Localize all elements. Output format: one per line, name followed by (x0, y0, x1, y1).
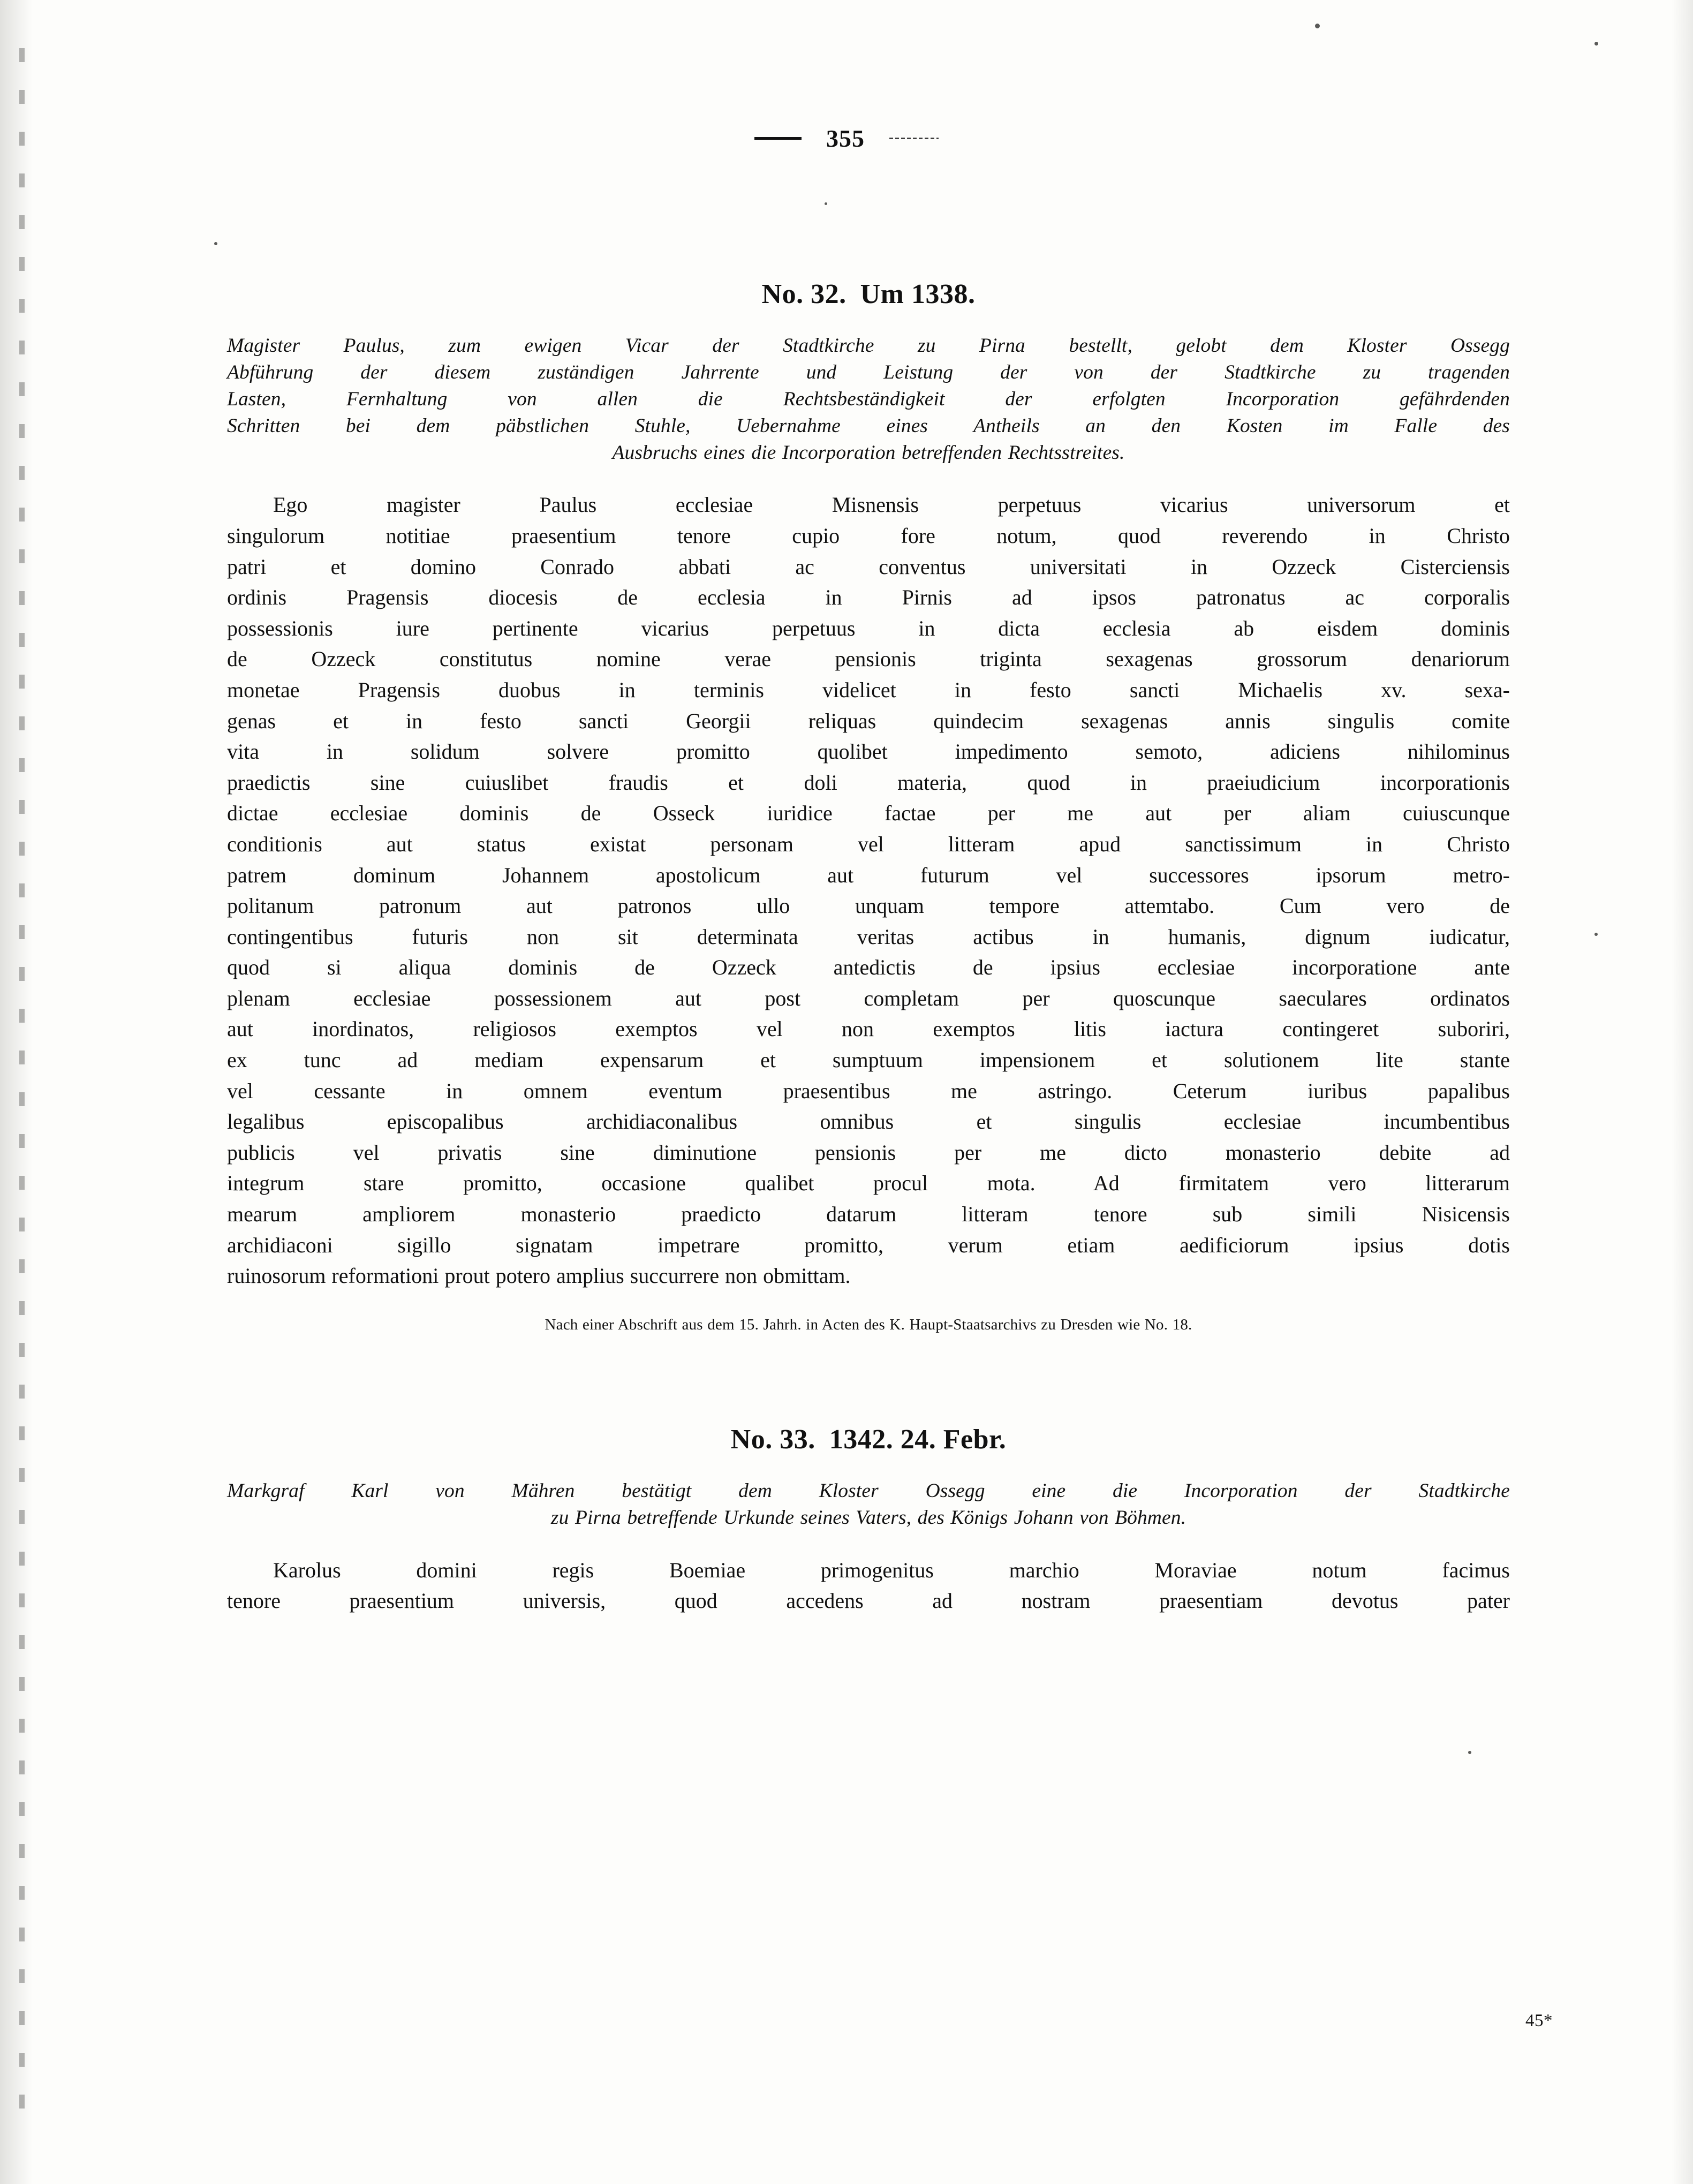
document-number-32: No. 32. (761, 279, 846, 309)
body-line: ex tunc ad mediam expensarum et sumptuum impensionem et solutionem lite stante (227, 1048, 1510, 1072)
head-rule-left (754, 137, 802, 140)
body-line: patri et domino Conrado abbati ac conventus universitati in Ozzeck Cisterciensis (227, 554, 1510, 579)
body-line: plenam ecclesiae possessionem aut post completam per quoscunque saeculares ordinatos (227, 986, 1510, 1010)
regest-line: Lasten, Fernhaltung von allen die Rechtsbeständigkeit der erfolgten Incorporation gefährdenden (227, 388, 1510, 410)
regest-line: Ausbruchs eines die Incorporation betreffenden Rechtsstreites. (612, 441, 1125, 464)
body-line: Ego magister Paulus ecclesiae Misnensis perpetuus vicarius universorum et (273, 493, 1510, 517)
body-line: aut inordinatos, religiosos exemptos vel non exemptos litis iactura contingeret suboriri, (227, 1017, 1510, 1041)
body-line: dictae ecclesiae dominis de Osseck iuridice factae per me aut per aliam cuiuscunque (227, 801, 1510, 826)
body-line: vita in solidum solvere promitto quolibet impedimento semoto, adiciens nihilominus (227, 739, 1510, 764)
regest-line: zu Pirna betreffende Urkunde seines Vaters, des Königs Johann von Böhmen. (550, 1506, 1186, 1529)
body-line: ruinosorum reformationi prout potero amplius succurrere non obmittam. (227, 1264, 851, 1288)
scan-edge-shadow-left (0, 0, 32, 2184)
source-note-32: Nach einer Abschrift aus dem 15. Jahrh. in Acten des K. Haupt-Staatsarchivs zu Dresden wie No. 18. (545, 1316, 1192, 1333)
scan-speck (1315, 24, 1320, 28)
regest-line: Abführung der diesem zuständigen Jahrrente und Leistung der von der Stadtkirche zu tragenden (227, 361, 1510, 383)
body-line: tenore praesentium universis, quod accedens ad nostram praesentiam devotus pater (227, 1589, 1510, 1613)
body-line: politanum patronum aut patronos ullo unquam tempore attemtabo. Cum vero de (227, 894, 1510, 918)
document-entry-33 (227, 1424, 1510, 1616)
document-number-33: No. 33. (730, 1424, 815, 1455)
body-line: legalibus episcopalibus archidiaconalibus omnibus et singulis ecclesiae incumbentibus (227, 1109, 1510, 1134)
body-line: genas et in festo sancti Georgii reliquas quindecim sexagenas annis singulis comite (227, 708, 1510, 733)
scan-speck (1468, 1751, 1471, 1754)
regest-line: Markgraf Karl von Mähren bestätigt dem Kloster Ossegg eine die Incorporation der Stadtkirche (227, 1479, 1510, 1502)
document-entry-32 (227, 278, 1510, 1334)
body-line: conditionis aut status existat personam vel litteram apud sanctissimum in Christo (227, 832, 1510, 856)
body-line: ordinis Pragensis diocesis de ecclesia in Pirnis ad ipsos patronatus ac corporalis (227, 585, 1510, 610)
body-line: archidiaconi sigillo signatam impetrare promitto, verum etiam aedificiorum ipsius dotis (227, 1233, 1510, 1257)
scan-edge-shadow-right (1672, 0, 1693, 2184)
text-column (227, 278, 1510, 1616)
scan-speck (1594, 933, 1598, 936)
page-number: 355 (826, 125, 865, 152)
scan-speck (1594, 42, 1598, 46)
document-date-32: Um 1338. (860, 279, 976, 309)
document-date-33: 1342. 24. Febr. (829, 1424, 1007, 1455)
running-head (0, 124, 1693, 153)
signature-mark: 45* (1525, 2011, 1553, 2030)
body-line: possessionis iure pertinente vicarius perpetuus in dicta ecclesia ab eisdem dominis (227, 616, 1510, 640)
body-line: singulorum notitiae praesentium tenore cupio fore notum, quod reverendo in Christo (227, 523, 1510, 548)
binding-margin-marks (19, 48, 25, 2120)
body-line: patrem dominum Johannem apostolicum aut futurum vel successores ipsorum metro- (227, 863, 1510, 887)
body-line: vel cessante in omnem eventum praesentibus me astringo. Ceterum iuribus papalibus (227, 1078, 1510, 1103)
body-line: quod si aliqua dominis de Ozzeck antedictis de ipsius ecclesiae incorporatione ante (227, 955, 1510, 980)
regest-32 (227, 332, 1510, 466)
regest-line: Magister Paulus, zum ewigen Vicar der Stadtkirche zu Pirna bestellt, gelobt dem Kloster Ossegg (227, 335, 1510, 357)
body-line: praedictis sine cuiuslibet fraudis et doli materia, quod in praeiudicium incorporationis (227, 770, 1510, 795)
document-heading-32 (227, 278, 1510, 310)
body-line: Karolus domini regis Boemiae primogenitus marchio Moraviae notum facimus (273, 1558, 1510, 1582)
scan-speck (825, 202, 827, 205)
charter-body-33 (227, 1555, 1510, 1616)
document-heading-33 (227, 1424, 1510, 1455)
scan-speck (214, 242, 217, 245)
regest-line: Schritten bei dem päbstlichen Stuhle, Uebernahme eines Antheils an den Kosten im Falle des (227, 414, 1510, 437)
body-line: monetae Pragensis duobus in terminis videlicet in festo sancti Michaelis xv. sexa- (227, 677, 1510, 702)
charter-body-32 (227, 489, 1510, 1291)
section-spacer (227, 1334, 1510, 1424)
regest-33 (227, 1478, 1510, 1531)
body-line: contingentibus futuris non sit determinata veritas actibus in humanis, dignum iudicatur, (227, 924, 1510, 949)
body-line: mearum ampliorem monasterio praedicto datarum litteram tenore sub simili Nisicensis (227, 1202, 1510, 1227)
body-line: publicis vel privatis sine diminutione pensionis per me dicto monasterio debite ad (227, 1140, 1510, 1165)
head-rule-right (889, 138, 939, 139)
body-line: de Ozzeck constitutus nomine verae pensionis triginta sexagenas grossorum denariorum (227, 647, 1510, 671)
body-line: integrum stare promitto, occasione qualibet procul mota. Ad firmitatem vero litterarum (227, 1171, 1510, 1196)
